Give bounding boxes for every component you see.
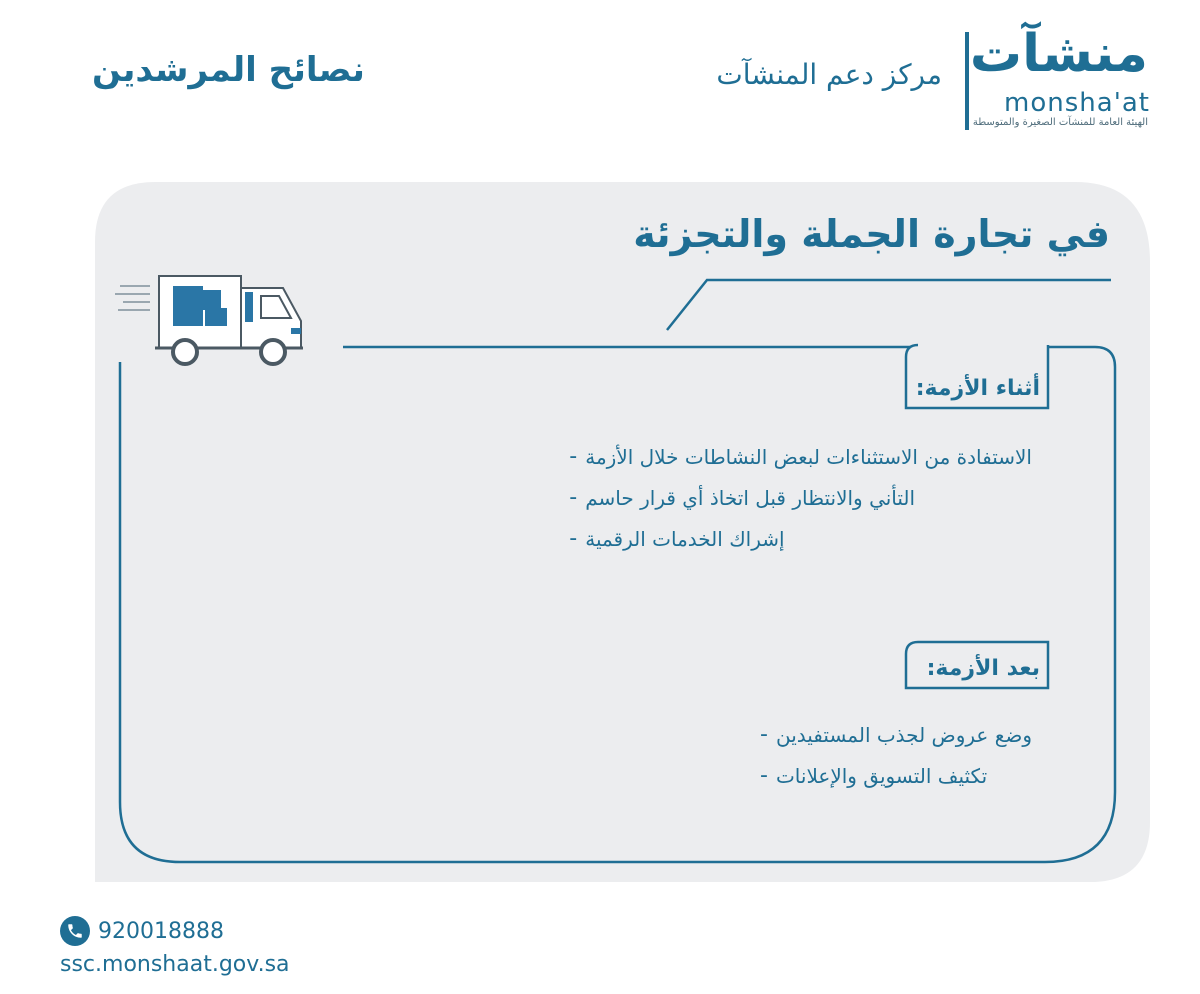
bullet-dash: -: [569, 485, 578, 510]
list-item: [547, 518, 1032, 559]
section-title: في تجارة الجملة والتجزئة: [633, 212, 1110, 256]
list-item-text: الاستفادة من الاستثناءات لبعض النشاطات خلال الأزمة: [585, 444, 1032, 469]
after-crisis-list: [738, 714, 1032, 796]
during-crisis-list: [547, 436, 1032, 559]
bullet-dash: -: [569, 444, 578, 469]
list-item-text: تكثيف التسويق والإعلانات: [775, 763, 988, 788]
during-crisis-title: أثناء الأزمة:: [915, 376, 1040, 401]
logo-latin: monsha'at: [1004, 88, 1150, 118]
list-item-text: التأني والانتظار قبل اتخاذ أي قرار حاسم: [585, 485, 916, 510]
bullet-dash: -: [569, 526, 578, 551]
phone-contact[interactable]: [60, 916, 224, 946]
bullet-dash: -: [759, 722, 768, 747]
logo-divider: [965, 32, 969, 130]
list-item: [547, 436, 1032, 477]
logo-arabic: منشآت: [969, 24, 1148, 84]
mentors-tips-title: نصائح المرشدين: [92, 50, 365, 90]
logo-tagline: الهيئة العامة للمنشآت الصغيرة والمتوسطة: [972, 117, 1148, 128]
list-item: [547, 477, 1032, 518]
bullet-dash: -: [759, 763, 768, 788]
phone-number: 920018888: [98, 918, 224, 944]
website-link[interactable]: ssc.monshaat.gov.sa: [60, 952, 290, 977]
list-item: [738, 714, 1032, 755]
after-crisis-title: بعد الأزمة:: [926, 656, 1040, 681]
list-item: [738, 755, 1032, 796]
list-item-text: إشراك الخدمات الرقمية: [585, 526, 785, 551]
list-item-text: وضع عروض لجذب المستفيدين: [775, 722, 1032, 747]
phone-icon: [60, 916, 90, 946]
support-center-name: مركز دعم المنشآت: [716, 58, 942, 91]
